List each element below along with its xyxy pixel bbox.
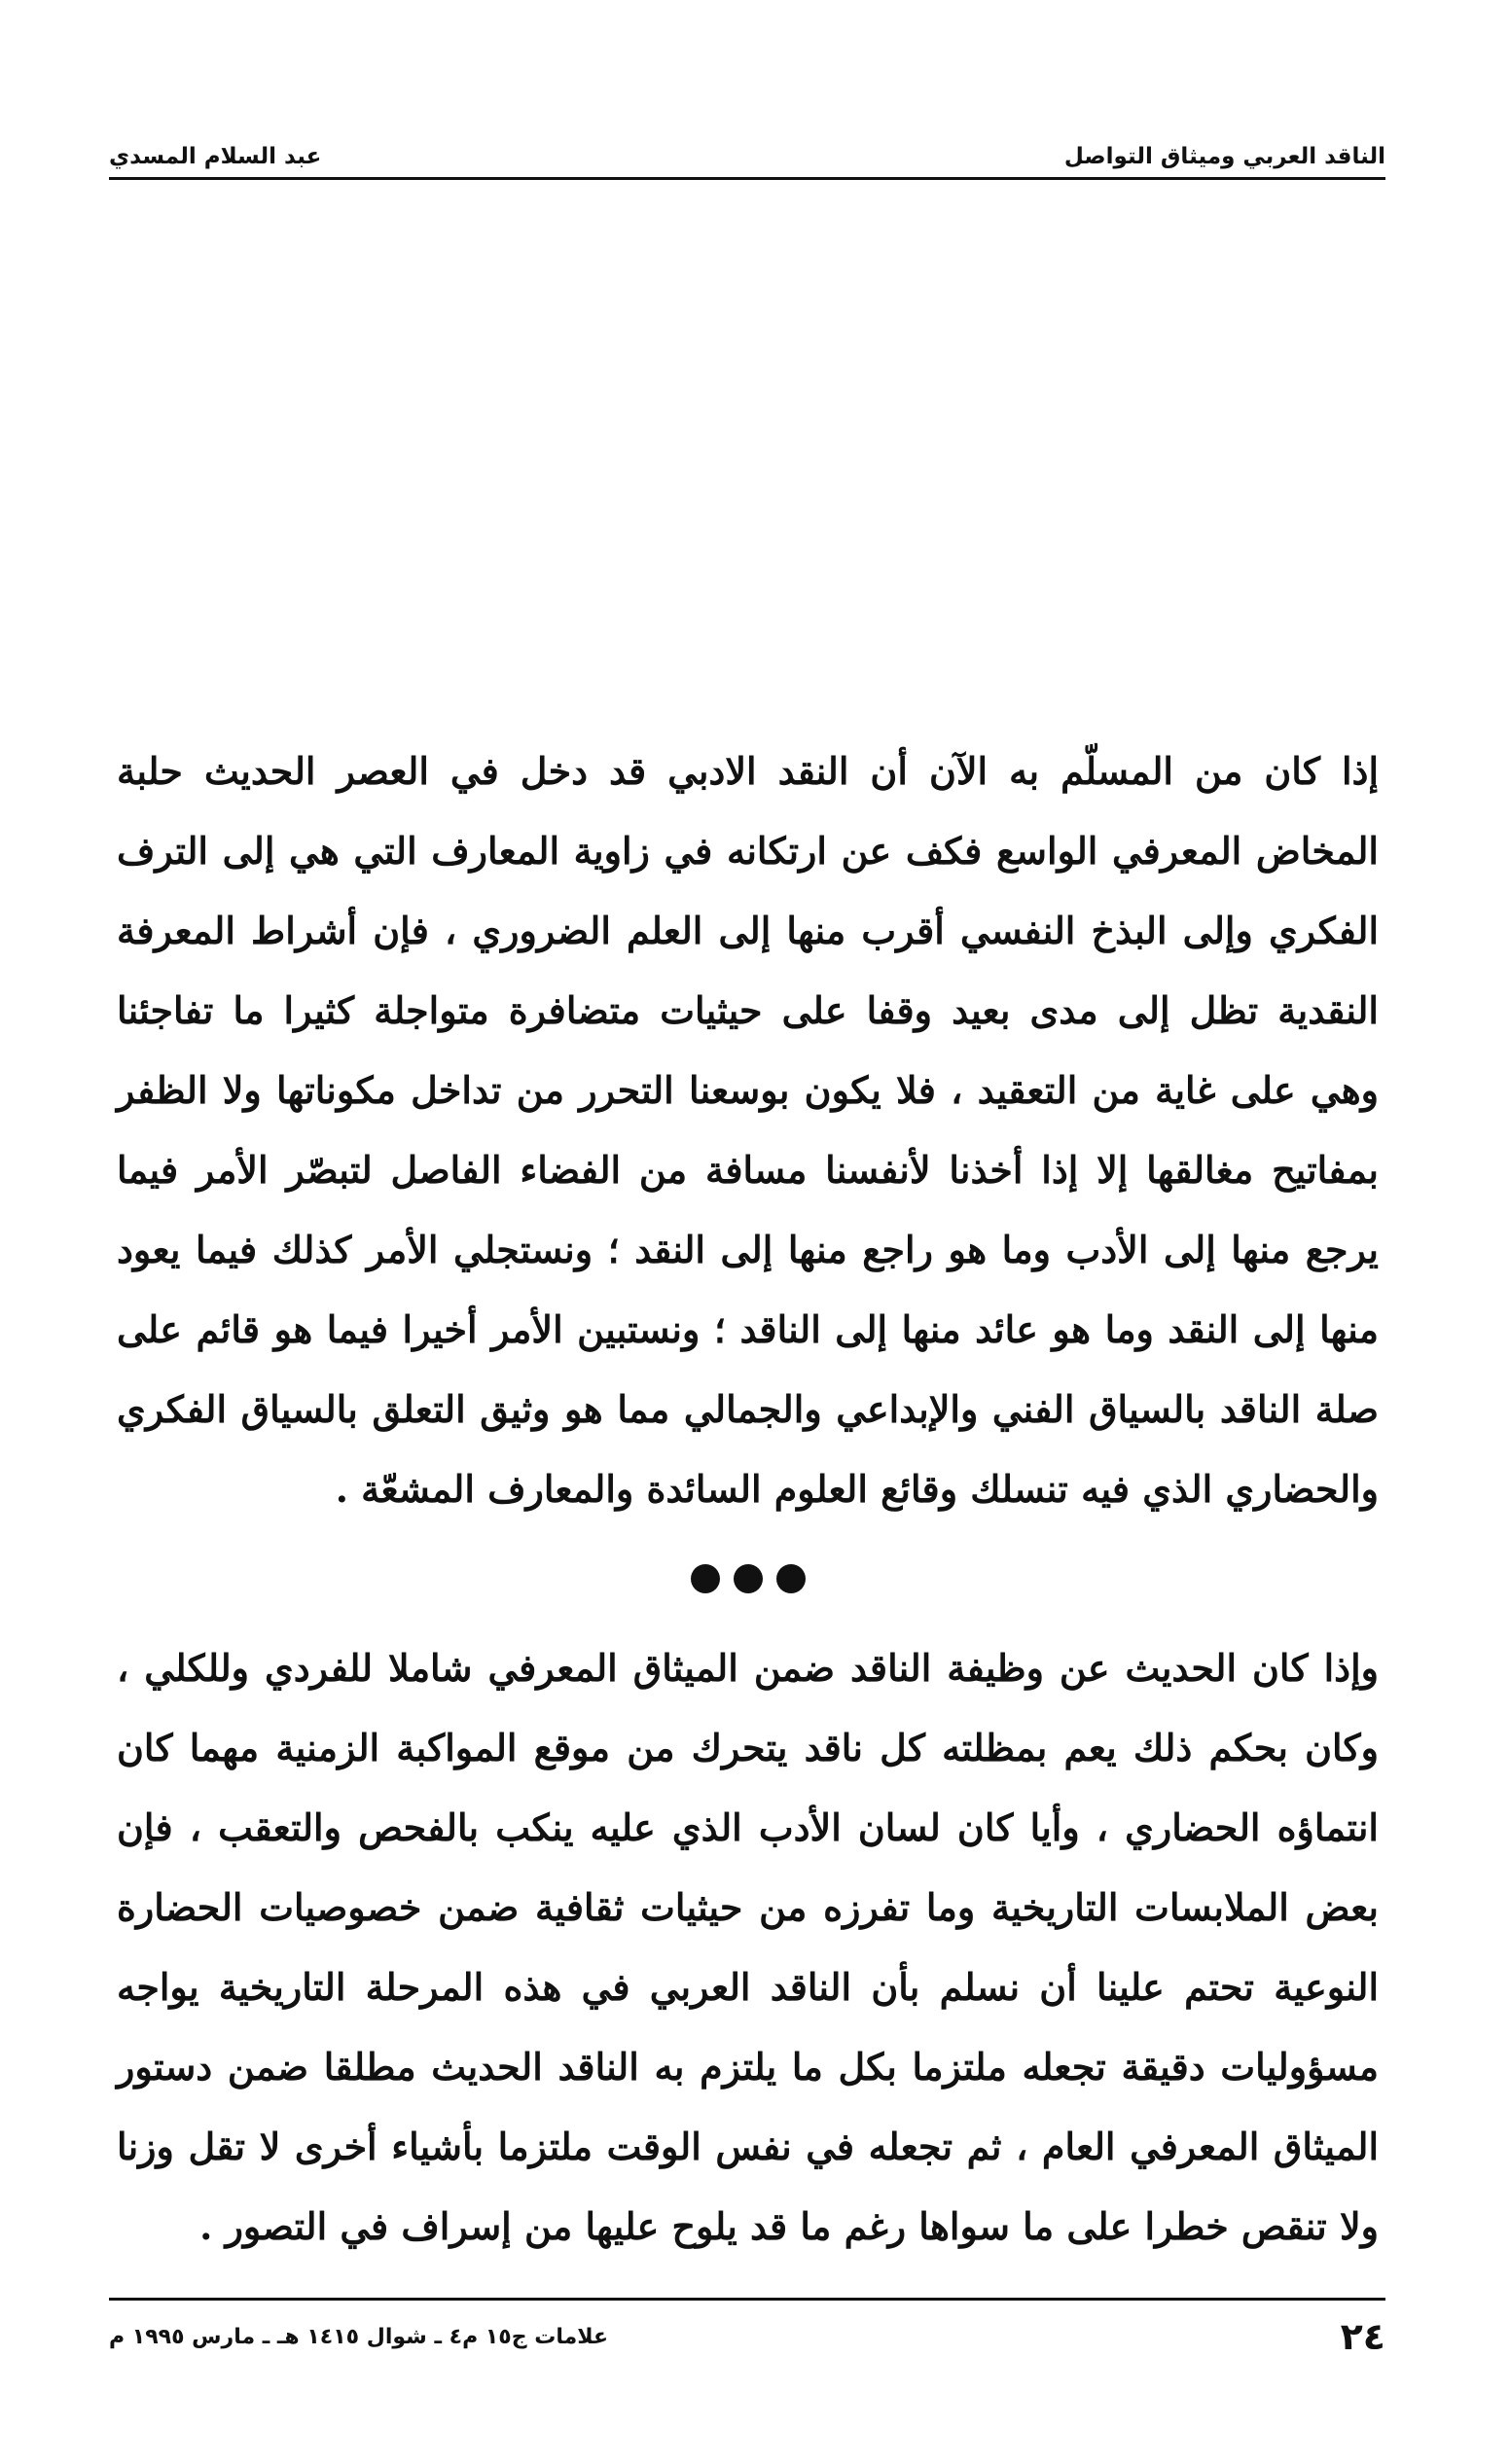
- header-title: الناقد العربي وميثاق التواصل: [1063, 144, 1385, 169]
- paragraph-2: وإذا كان الحديث عن وظيفة الناقد ضمن الميثاق المعرفي شاملا للفردي وللكلي ، وكان بحكم ذلك يعم بمظلته كل ناقد يتحرك من موقع المواكبة الزمنية مهما كان انتماؤه الحضاري ، وأيا كان لسان الأدب الذي عليه ينكب بالفحص والتعقب ، فإن بعض الملابسات التاريخية وما تفرزه من حيثيات ثقافية ضمن خصوصيات الحضارة النوعية تحتم علينا أن نسلم بأن الناقد العربي في هذه المرحلة التاريخية يواجه مسؤوليات دقيقة تجعله ملتزما بكل ما يلتزم به الناقد الحديث مطلقا ضمن دستور الميثاق المعرفي العام ، ثم تجعله في نفس الوقت ملتزما بأشياء أخرى لا تقل وزنا ولا تنقص خطرا على ما سواها رغم ما قد يلوح عليها من إسراف في التصور .: [117, 1646, 1379, 2248]
- section-separator: [117, 1529, 1379, 1628]
- separator-dot: [691, 1564, 720, 1593]
- paragraph-1: إذا كان من المسلّم به الآن أن النقد الادبي قد دخل في العصر الحديث حلبة المخاض المعرفي الواسع فكف عن ارتكانه في زاوية المعارف التي هي إلى الترف الفكري وإلى البذخ النفسي أقرب منها إلى العلم الضروري ، فإن أشراط المعرفة النقدية تظل إلى مدى بعيد وقفا على حيثيات متضافرة متواجلة كثيرا ما تفاجئنا وهي على غاية من التعقيد ، فلا يكون بوسعنا التحرر من تداخل مكوناتها ولا الظفر بمفاتيح مغالقها إلا إذا أخذنا لأنفسنا مسافة من الفضاء الفاصل لتبصّر الأمر فيما يرجع منها إلى الأدب وما هو راجع منها إلى النقد ؛ ونستجلي الأمر كذلك فيما يعود منها إلى النقد وما هو عائد منها إلى الناقد ؛ ونستبين الأمر أخيرا فيما هو قائم على صلة الناقد بالسياق الفني والإبداعي والجمالي مما هو وثيق التعلق بالسياق الفكري والحضاري الذي فيه تنسلك وقائع العلوم السائدة والمعارف المشعّة .: [117, 749, 1379, 1511]
- body-text: [117, 732, 1379, 2267]
- running-header: [109, 125, 1385, 169]
- header-rule: [109, 177, 1385, 180]
- header-author: عبد السلام المسدي: [109, 144, 322, 169]
- page-number: ٢٤: [1340, 2315, 1385, 2358]
- footer-rule: [109, 2298, 1385, 2301]
- page-footer: [109, 2307, 1385, 2366]
- separator-dot: [776, 1564, 806, 1593]
- journal-reference: علامات ج١٥ م٤ ـ شوال ١٤١٥ هـ ـ مارس ١٩٩٥ م: [109, 2324, 608, 2349]
- separator-dot: [734, 1564, 763, 1593]
